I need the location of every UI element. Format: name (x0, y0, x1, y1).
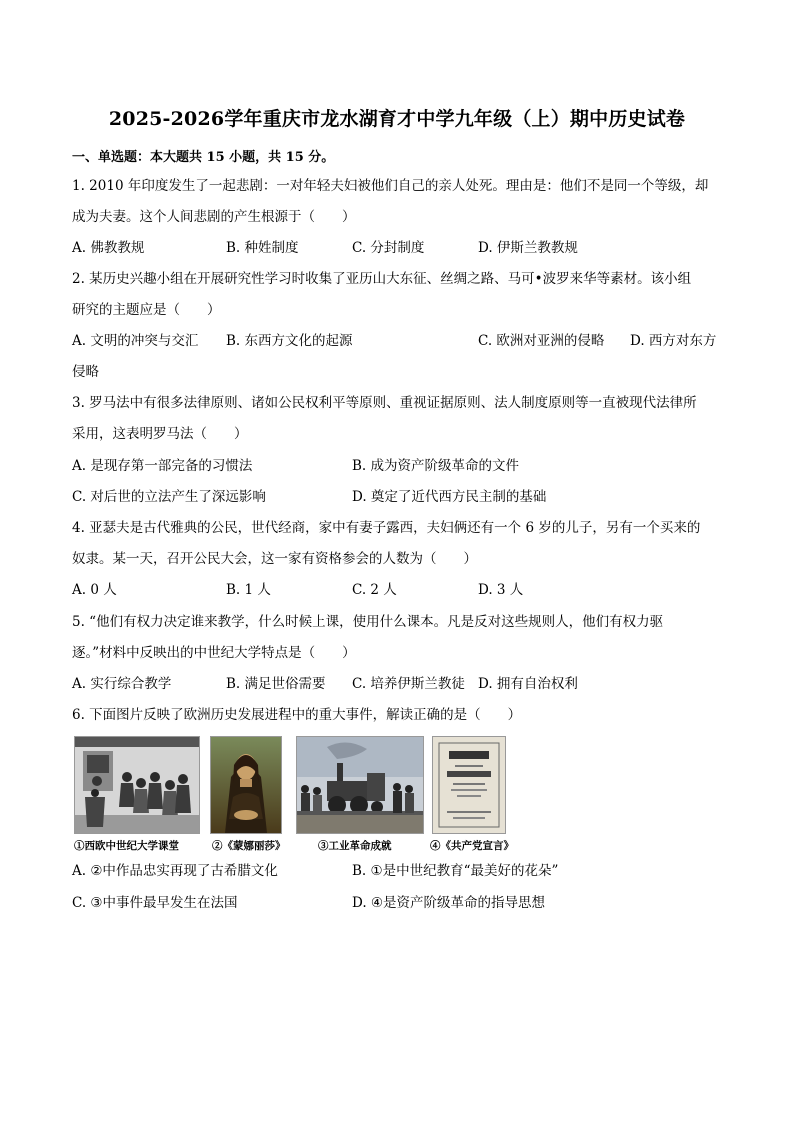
q4-option-b: B. 1 人 (226, 582, 271, 598)
q1-stem-line1: 1. 2010 年印度发生了一起悲剧：一对年轻夫妇被他们自己的亲人处死。理由是：他们不是同一个等级，却 (72, 178, 709, 194)
q3-stem-line1: 3. 罗马法中有很多法律原则、诸如公民权利平等原则、重视证据原则、法人制度原则等一直被现代法律所 (72, 395, 697, 411)
q1-option-d: D. 伊斯兰教教规 (478, 240, 578, 256)
q2-stem-line1: 2. 某历史兴趣小组在开展研究性学习时收集了亚历山大东征、丝绸之路、马可•波罗来华等素材。该小组 (72, 271, 692, 287)
q3-option-b: B. 成为资产阶级革命的文件 (352, 458, 520, 474)
q1-option-c: C. 分封制度 (352, 240, 425, 256)
caption-industrial-revolution: ③工业革命成就 (318, 840, 392, 852)
q4-option-c: C. 2 人 (352, 582, 397, 598)
q5-option-b: B. 满足世俗需要 (226, 676, 326, 692)
caption-mona-lisa: ②《蒙娜丽莎》 (212, 840, 286, 852)
caption-communist-manifesto: ④《共产党宣言》 (430, 840, 514, 852)
q6-option-b: B. ①是中世纪教育“最美好的花朵” (352, 863, 559, 879)
q5-option-d: D. 拥有自治权利 (478, 676, 578, 692)
q2-option-d-continued: 侵略 (72, 364, 99, 380)
caption-medieval-classroom: ①西欧中世纪大学课堂 (74, 840, 179, 852)
q5-option-a: A. 实行综合教学 (72, 676, 172, 692)
q4-option-a: A. 0 人 (72, 582, 117, 598)
q3-option-a: A. 是现存第一部完备的习惯法 (72, 458, 253, 474)
q1-option-b: B. 种姓制度 (226, 240, 299, 256)
q3-option-c: C. 对后世的立法产生了深远影响 (72, 489, 266, 505)
q2-option-d: D. 西方对东方 (630, 333, 717, 349)
q5-stem-line2: 逐。”材料中反映出的中世纪大学特点是（ ） (72, 645, 356, 661)
q2-option-b: B. 东西方文化的起源 (226, 333, 353, 349)
q3-stem-line2: 采用，这表明罗马法（ ） (72, 426, 248, 442)
q1-option-a: A. 佛教教规 (72, 240, 145, 256)
q2-stem-line2: 研究的主题应是（ ） (72, 302, 221, 318)
medieval-classroom-image (74, 736, 200, 834)
q5-stem-line1: 5. “他们有权力决定谁来教学，什么时候上课，使用什么课本。凡是反对这些规则人，他们有权力驱 (72, 614, 664, 630)
q5-option-c: C. 培养伊斯兰教徒 (352, 676, 465, 692)
q6-option-a: A. ②中作品忠实再现了古希腊文化 (72, 863, 278, 879)
q4-stem-line1: 4. 亚瑟夫是古代雅典的公民，世代经商，家中有妻子露西，夫妇俩还有一个 6 岁的儿子，另有一个买来的 (72, 520, 701, 536)
q6-option-d: D. ④是资产阶级革命的指导思想 (352, 895, 546, 911)
communist-manifesto-image (432, 736, 506, 834)
q4-stem-line2: 奴隶。某一天，召开公民大会，这一家有资格参会的人数为（ ） (72, 551, 477, 567)
q6-stem-line1: 6. 下面图片反映了欧洲历史发展进程中的重大事件，解读正确的是（ ） (72, 707, 522, 723)
mona-lisa-image (210, 736, 282, 834)
q2-option-a: A. 文明的冲突与交汇 (72, 333, 199, 349)
q1-stem-line2: 成为夫妻。这个人间悲剧的产生根源于（ ） (72, 209, 356, 225)
q3-option-d: D. 奠定了近代西方民主制的基础 (352, 489, 547, 505)
exam-title: 2025-2026学年重庆市龙水湖育才中学九年级（上）期中历史试卷 (108, 108, 686, 130)
q4-option-d: D. 3 人 (478, 582, 524, 598)
q2-option-c: C. 欧洲对亚洲的侵略 (478, 333, 605, 349)
section-heading: 一、单选题：本大题共 15 小题，共 15 分。 (72, 150, 335, 165)
q6-option-c: C. ③中事件最早发生在法国 (72, 895, 238, 911)
industrial-revolution-image (296, 736, 424, 834)
